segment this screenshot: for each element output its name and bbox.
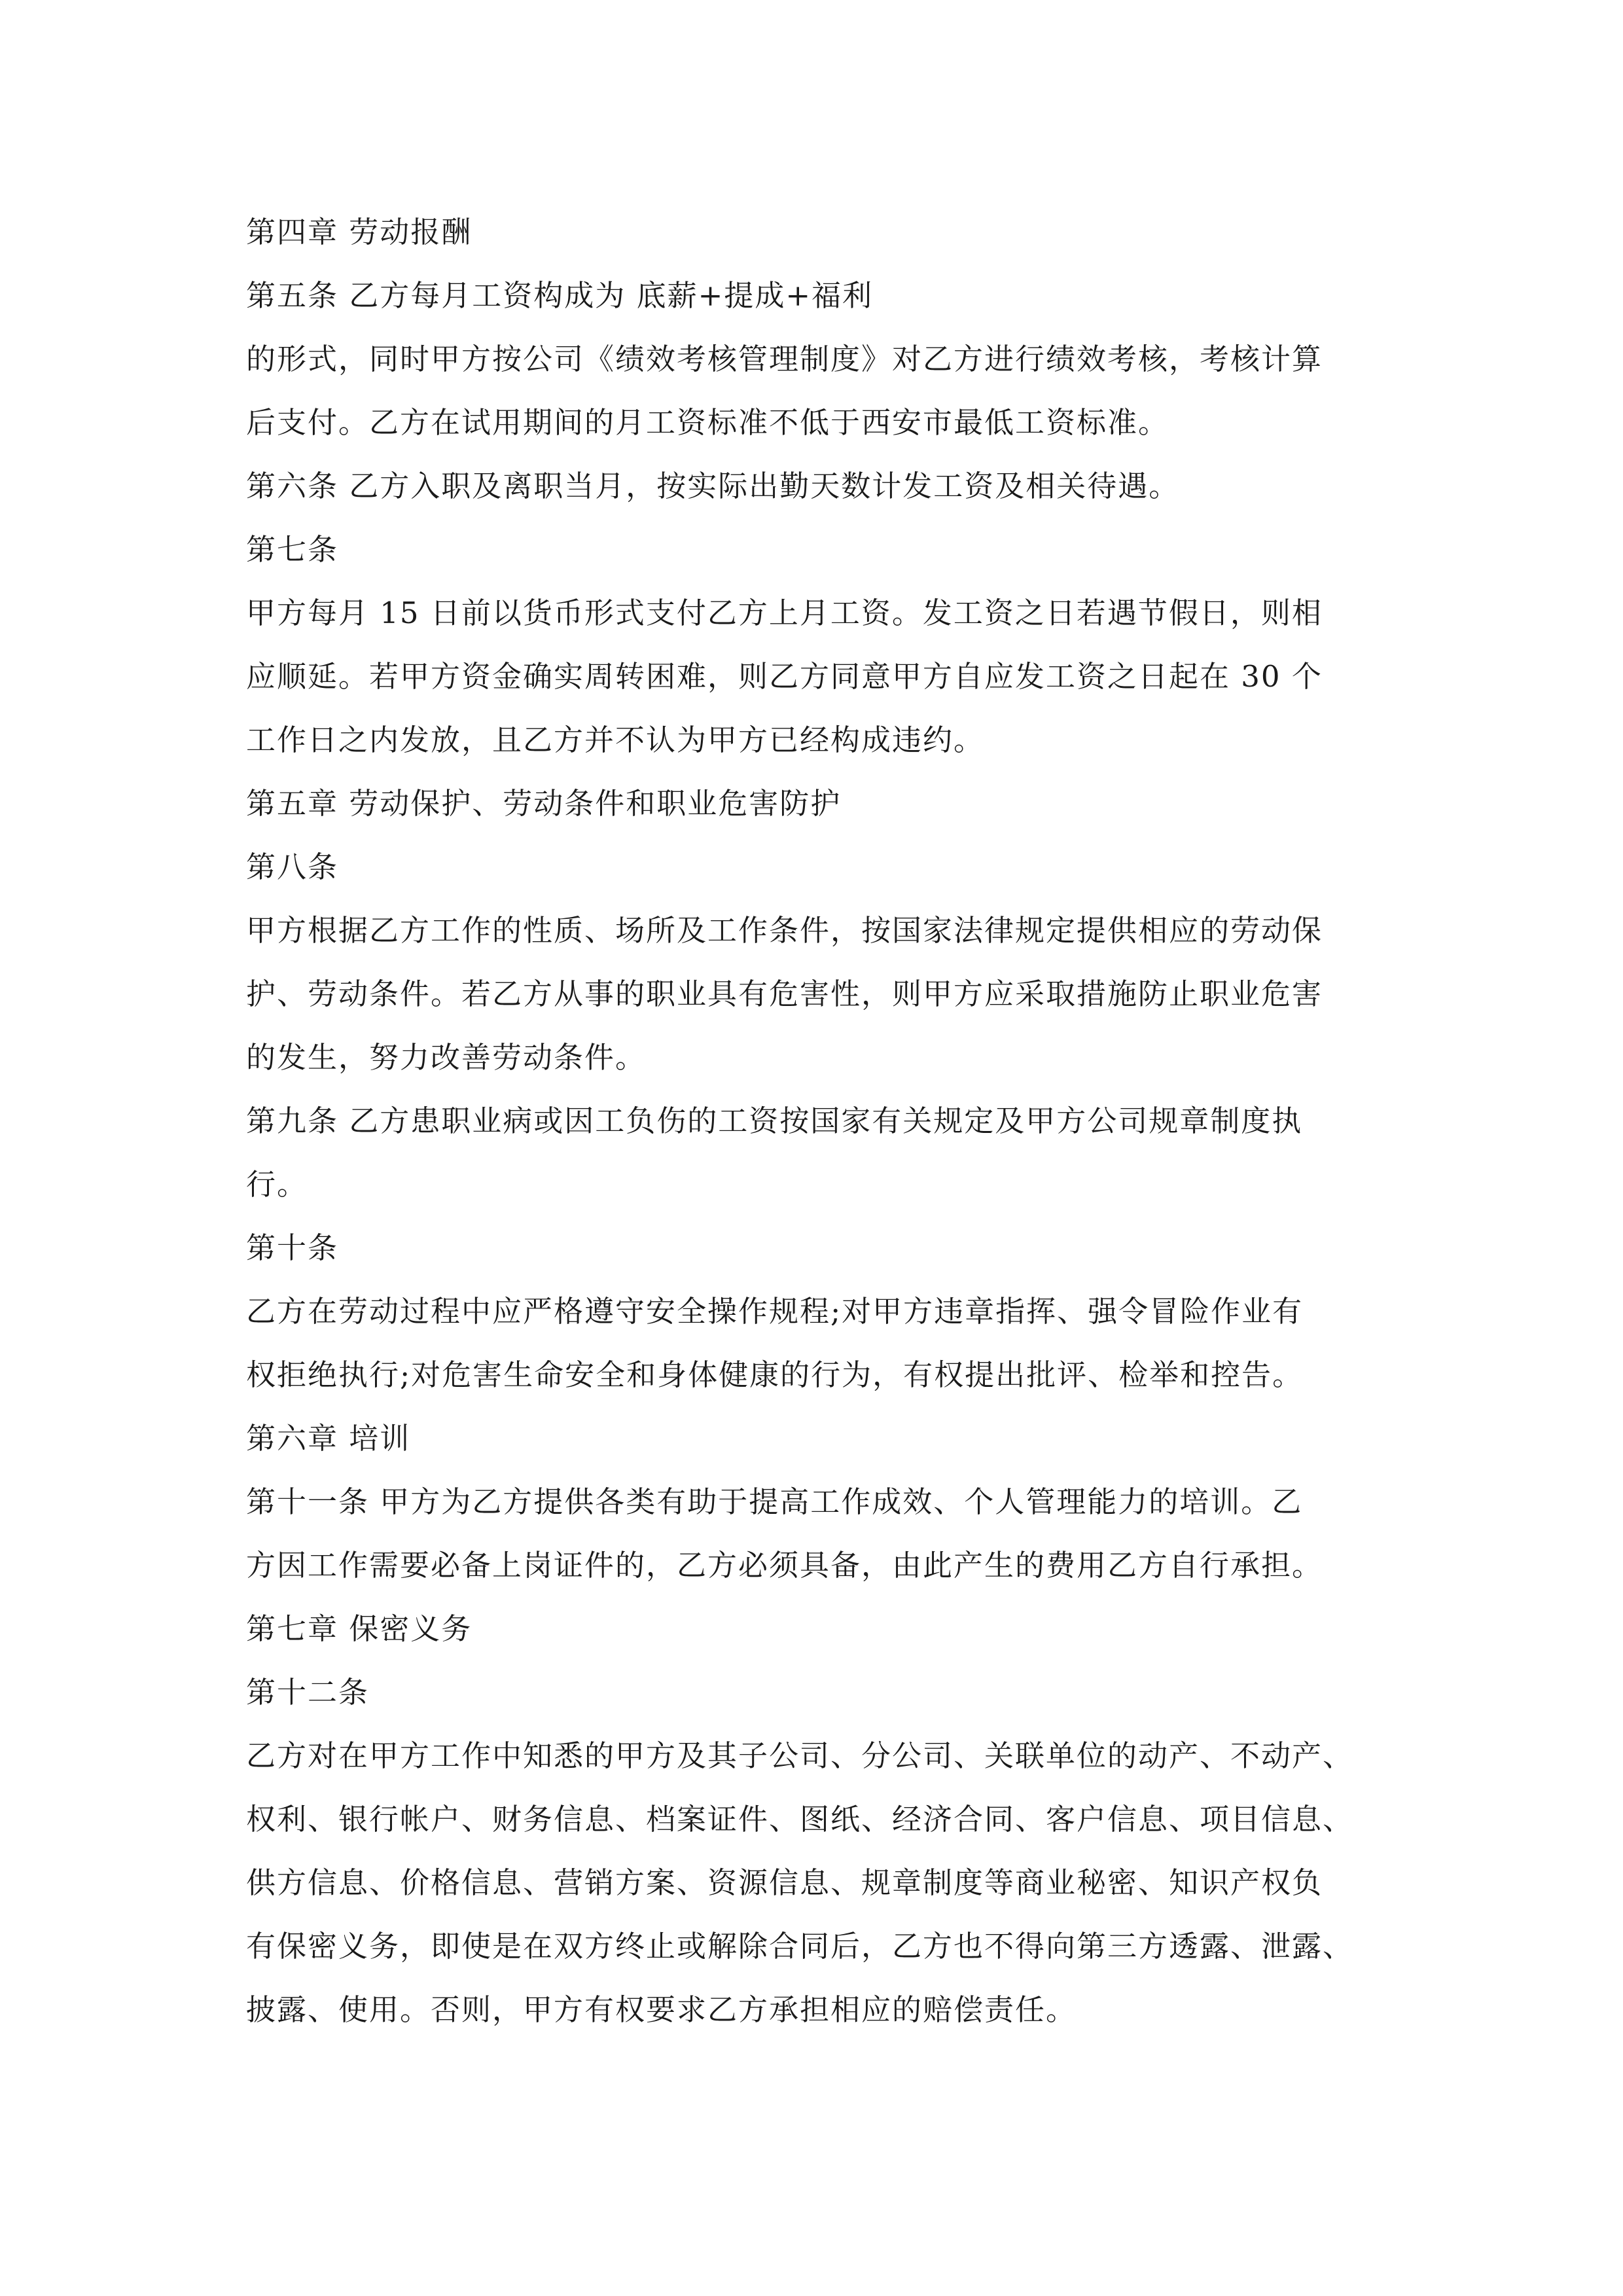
article-text: 的发生，努力改善劳动条件。: [246, 1040, 647, 1075]
article-text: 权利、银行帐户、财务信息、档案证件、图纸、经济合同、客户信息、项目信息、: [246, 1802, 1354, 1837]
article-text: 有保密义务，即使是在双方终止或解除合同后，乙方也不得向第三方透露、泄露、: [246, 1929, 1354, 1964]
article-text: 权拒绝执行;对危害生命安全和身体健康的行为，有权提出批评、检举和控告。: [246, 1357, 1304, 1392]
article-heading: 第十二条: [246, 1675, 370, 1710]
article-text: 第五条 乙方每月工资构成为 底薪+提成+福利: [246, 278, 874, 313]
article-text: 的形式，同时甲方按公司《绩效考核管理制度》对乙方进行绩效考核，考核计算: [246, 342, 1323, 376]
chapter-heading: 第七章 保密义务: [246, 1611, 473, 1646]
article-heading: 第十条: [246, 1230, 339, 1265]
article-text: 甲方根据乙方工作的性质、场所及工作条件，按国家法律规定提供相应的劳动保: [246, 913, 1323, 948]
article-text: 披露、使用。否则，甲方有权要求乙方承担相应的赔偿责任。: [246, 1992, 1077, 2027]
article-text: 乙方在劳动过程中应严格遵守安全操作规程;对甲方违章指挥、强令冒险作业有: [246, 1294, 1304, 1329]
article-text: 应顺延。若甲方资金确实周转困难，则乙方同意甲方自应发工资之日起在 30 个: [246, 659, 1323, 694]
article-text: 第六条 乙方入职及离职当月，按实际出勤天数计发工资及相关待遇。: [246, 469, 1180, 503]
chapter-heading: 第五章 劳动保护、劳动条件和职业危害防护: [246, 786, 842, 821]
article-text: 后支付。乙方在试用期间的月工资标准不低于西安市最低工资标准。: [246, 405, 1169, 440]
article-text: 护、劳动条件。若乙方从事的职业具有危害性，则甲方应采取措施防止职业危害: [246, 977, 1323, 1011]
article-heading: 第八条: [246, 850, 339, 884]
document-body: [246, 200, 1385, 2041]
article-text: 方因工作需要必备上岗证件的，乙方必须具备，由此产生的费用乙方自行承担。: [246, 1548, 1323, 1583]
article-text: 乙方对在甲方工作中知悉的甲方及其子公司、分公司、关联单位的动产、不动产、: [246, 1738, 1354, 1773]
article-text: 第十一条 甲方为乙方提供各类有助于提高工作成效、个人管理能力的培训。乙: [246, 1484, 1303, 1519]
chapter-heading: 第六章 培训: [246, 1421, 411, 1456]
article-text: 行。: [246, 1167, 308, 1202]
article-text: 甲方每月 15 日前以货币形式支付乙方上月工资。发工资之日若遇节假日，则相: [246, 596, 1323, 630]
article-heading: 第七条: [246, 532, 339, 567]
article-text: 第九条 乙方患职业病或因工负伤的工资按国家有关规定及甲方公司规章制度执: [246, 1103, 1303, 1138]
article-text: 供方信息、价格信息、营销方案、资源信息、规章制度等商业秘密、知识产权负: [246, 1865, 1323, 1900]
chapter-heading: 第四章 劳动报酬: [246, 215, 473, 249]
article-text: 工作日之内发放，且乙方并不认为甲方已经构成违约。: [246, 723, 985, 757]
